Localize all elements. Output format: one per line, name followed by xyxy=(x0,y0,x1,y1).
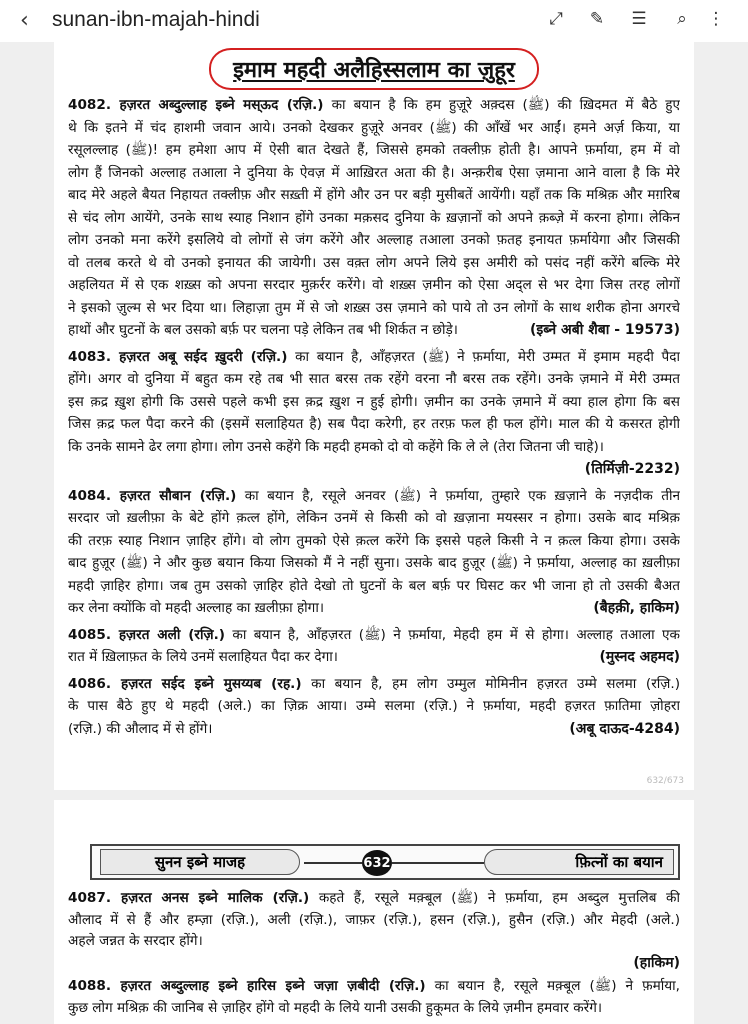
hadith-line xyxy=(68,508,680,530)
page-number: 632 xyxy=(362,850,392,876)
hadith-text: कि उनके सामने ढेर लगा होगा। लोग उनसे कहेंगे कि महदी हमको दो वो कहेंगे कि ले ले (तेरा जितना जी चाहे)। xyxy=(68,438,604,455)
hadith-text: ने इसको ज़ुल्म से भर दिया था। लिहाज़ा तुम में से जो शख़्स उस ज़माने को पाये तो उन लोगों के साथ शरीक होना अगरचे xyxy=(68,299,680,316)
hadith-text: बाद हुज़ूर (ﷺ) ने और कुछ बयान किया जिसको मैं ने नहीं सुना। उसके बाद हुज़ूर (ﷺ) ने फ़र्माया, अल्लाह का ख़लीफ़ा xyxy=(68,555,680,571)
hadith-narrator: 4083. हज़रत अबू सईद ख़ुदरी (रज़ि.) xyxy=(68,348,288,365)
hadith-line xyxy=(68,347,680,369)
hadith-line xyxy=(68,208,680,230)
hadith-text: अहले जन्नत के सरदार होंगे। xyxy=(68,933,203,949)
hadith-narrator: 4086. हज़रत सईद इब्ने मुसय्यब (रह.) xyxy=(68,675,302,692)
hadith-text: होंगे। अगर वो दुनिया में बहुत कम रहे तब भी सात बरस तक रहेंगे वरना नौ बरस तक रहेंगे। उनके ज़माने में मेरी उम्मत xyxy=(68,371,680,387)
hadith-text: से चंद लोग आयेंगे, उनके साथ स्याह निशान होंगे उनका मक़सद दुनिया के ख़ज़ानों को अपने क़ब्ज़े में करना होगा। लेकिन xyxy=(68,209,680,226)
hadith-reference: (अबू दाऊद-4284) xyxy=(563,719,680,739)
hadith-line xyxy=(68,369,680,391)
document-icon[interactable]: ☰ xyxy=(631,9,647,29)
search-icon[interactable]: ⌕ xyxy=(677,9,687,29)
hadith-text: का बयान है, रसूले अनवर (ﷺ) ने फ़र्माया, तुम्हारे एक ख़ज़ाने के नज़दीक तीन xyxy=(236,487,680,504)
hadith-line xyxy=(68,414,680,436)
hadith-line xyxy=(68,95,680,117)
hadith-line xyxy=(68,437,680,459)
hadith-text: का बयान है कि हम हुज़ूरे अक़्दस (ﷺ) की ख़िदमत में बैठे हुए xyxy=(323,97,680,113)
heading-red-circle xyxy=(209,48,539,90)
hadith-line xyxy=(68,486,680,508)
hadith-line xyxy=(68,976,680,998)
hadith-text: का बयान है, हम लोग उम्मुल मोमिनीन हज़रत उम्मे सलमा (रज़ि.) xyxy=(301,675,680,692)
hadith-text: रात में ख़िलाफ़त के लिये उनमें सलाहियत पैदा कर देगा। xyxy=(68,649,338,665)
hadith-reference: (इब्ने अबी शैबा - 19573) xyxy=(524,320,680,340)
hadith-line xyxy=(68,298,680,320)
hadith-line xyxy=(68,118,680,140)
hadith-line xyxy=(68,531,680,553)
hadith-line xyxy=(68,163,680,185)
hadith-reference: (तिर्मिज़ी-2232) xyxy=(579,459,680,479)
hadith-text: हाथों और घुटनों के बल उसको बर्फ़ पर चलना पड़े लेकिन तब भी शिर्कत न छोड़े। xyxy=(68,322,458,338)
ornament-line xyxy=(392,862,484,864)
hadith-line xyxy=(68,275,680,297)
hadith-text: (रज़ि.) की औलाद में से होंगे। xyxy=(68,720,213,737)
hadith-line xyxy=(68,931,680,953)
hadith-narrator: 4088. हज़रत अब्दुल्लाह इब्ने हारिस इब्ने जज़ा ज़बीदी (रज़ि.) xyxy=(68,978,426,994)
ornament-line xyxy=(304,862,362,864)
hadith-text: सरदार जो ख़लीफ़ा के बेटे होंगे क़त्ल होंगे, लेकिन उनमें से किसी को वो ख़ज़ाना मयस्सर न होगा। उसके बाद मश्रिक़ xyxy=(68,510,680,526)
page-heading: इमाम महदी अलैहिस्सलाम का ज़ुहूर xyxy=(233,58,515,83)
book-title: सुनन इब्ने माजह xyxy=(100,849,300,875)
chapter-title: फ़ित्नों का बयान xyxy=(484,849,674,875)
app-toolbar xyxy=(0,0,748,42)
hadith-reference: (मुस्नद अहमद) xyxy=(593,647,680,667)
hadith-line xyxy=(68,674,680,696)
document-title: sunan-ibn-majah-hindi xyxy=(52,8,260,31)
more-icon[interactable]: ⋮ xyxy=(707,9,725,29)
hadith-line xyxy=(68,888,680,910)
hadith-text: औलाद में से हैं और हम्ज़ा (रज़ि.), अली (रज़ि.), जाफ़र (रज़ि.), हसन (रज़ि.), हुसैन (रज़ि.) और मेहदी (अले.) xyxy=(68,911,680,928)
pdf-page-633 xyxy=(54,800,694,1024)
hadith-narrator: 4082. हज़रत अब्दुल्लाह इब्ने मस्ऊद (रज़ि.) xyxy=(68,97,324,113)
hadith-line xyxy=(68,185,680,207)
hadith-line xyxy=(68,253,680,275)
hadith-reference: (बैहक़ी, हाकिम) xyxy=(587,598,680,618)
edit-icon[interactable]: ✎ xyxy=(589,9,605,29)
hadith-text: इस क़द्र ख़ुश होगी कि उससे पहले कभी इस क़द्र ख़ुश न हुई होगी। ज़मीन का उनके ज़माने में क्या हाल होगा कि बस xyxy=(68,393,680,410)
hadith-reference: (हाकिम) xyxy=(627,953,680,973)
hadith-text: लोग उनको मना करेंगे इसलिये वो लोगों से जंग करेंगे और अल्लाह तआला उनको फ़तह इनायत फ़र्मायेगा और जिसकी xyxy=(68,232,680,248)
hadith-line xyxy=(68,230,680,252)
hadith-line xyxy=(68,998,680,1020)
hadith-narrator: 4084. हज़रत सौबान (रज़ि.) xyxy=(68,487,237,504)
hadith-text: कुछ लोग मश्रिक़ की जानिब से ज़ाहिर होंगे वो महदी के लिये यानी उसकी हुकूमत के लिये ज़मीन हमवार करेंगे। xyxy=(68,999,603,1016)
hadith-line xyxy=(68,576,680,598)
hadith-text: के पास बैठे हुए थे महदी (अले.) का ज़िक्र आया। उम्मे सलमा (रज़ि.) ने फ़र्माया, महदी हज़रत फ़ातिमा ज़ोहरा xyxy=(68,698,680,714)
hadith-text: बाद मेरे अहले बैयत निहायत तक्लीफ़ और सख़्ती में होंगे और उन पर बड़ी मुसीबतें आयेंगी। यहाँ तक कि मश्रिक़ और मग़रिब xyxy=(68,187,680,203)
hadith-line xyxy=(68,910,680,932)
page-indicator: 632/673 xyxy=(646,776,684,786)
hadith-text: जिस क़द्र फल पैदा करने की (इसमें सलाहियत है) सब पैदा करेगी, हर तरफ़ फल ही फल होंगे। माल की ये कसरत होगी xyxy=(68,416,680,432)
hadith-text: का बयान है, रसूले मक़्बूल (ﷺ) ने फ़र्माया, xyxy=(425,978,680,994)
hadith-text: रसूलल्लाह (ﷺ)! हम हमेशा आप में ऐसी बात देखते हैं, जिससे हमको तक्लीफ़ होती है। आपने फ़र्माया, हम में वो xyxy=(68,142,680,158)
hadith-line xyxy=(68,696,680,718)
page-header-ornament xyxy=(90,844,680,880)
hadith-text: महदी ज़ाहिर होगा। जब तुम उसको ज़ाहिर होते देखो तो घुटनों के बल बर्फ़ पर घिसट कर भी जाना हो तो उसकी बैअत xyxy=(68,577,680,594)
expand-icon[interactable]: ⤢ xyxy=(549,9,563,29)
hadith-text: कहते हैं, रसूले मक़्बूल (ﷺ) ने फ़र्माया, हम अब्दुल मुत्तलिब की xyxy=(309,890,680,906)
hadith-line xyxy=(68,647,680,669)
back-button[interactable]: ‹ xyxy=(20,8,29,33)
hadith-line xyxy=(68,392,680,414)
hadith-narrator: 4087. हज़रत अनस इब्ने मालिक (रज़ि.) xyxy=(68,890,310,906)
hadith-narrator: 4085. हज़रत अली (रज़ि.) xyxy=(68,626,225,643)
hadith-line xyxy=(68,553,680,575)
hadith-text: लोग हैं जिनको अल्लाह तआला ने दुनिया के ऐवज़ में आख़िरत अता की है। अन्क़रीब ऐसा ज़माना आने वाला है कि मेरे xyxy=(68,164,680,181)
pdf-page-632 xyxy=(54,42,694,790)
hadith-text: का बयान है, आँहज़रत (ﷺ) ने फ़र्माया, मेरी उम्मत में इमाम महदी पैदा xyxy=(287,348,680,365)
hadith-text: वो तलब करते थे वो उनको इनायत की जायेगी। उस वक़्त लोग अपने लिये इस अमीरी को पसंद नहीं करेंगे बल्कि मेरे xyxy=(68,254,680,271)
hadith-text: कर लेना क्योंकि वो महदी अल्लाह का ख़लीफ़ा होगा। xyxy=(68,600,325,616)
hadith-text: थे कि इतने में चंद हाशमी जवान आये। उनको देखकर हुज़ूरे अनवर (ﷺ) की आँखें भर आईं। हमने अर्ज़ किया, या xyxy=(68,119,680,136)
hadith-line xyxy=(68,140,680,162)
hadith-text: का बयान है, आँहज़रत (ﷺ) ने फ़र्माया, मेहदी हम में से होगा। अल्लाह तआला एक xyxy=(224,626,680,643)
hadith-text: की तरफ़ स्याह निशान ज़ाहिर होंगे। वो लोग तुमको ऐसे क़त्ल करेंगे कि इससे पहले किसी ने न क़त्ल किया होगा। उसके xyxy=(68,532,680,549)
hadith-line xyxy=(68,625,680,647)
hadith-text: अहलियत में से एक शख़्स को अपना सरदार मुक़र्रर करेंगे। वो शख़्स ज़मीन को ऐसा अद्ल से भर देगा जिस तरह लोगों xyxy=(68,277,680,293)
